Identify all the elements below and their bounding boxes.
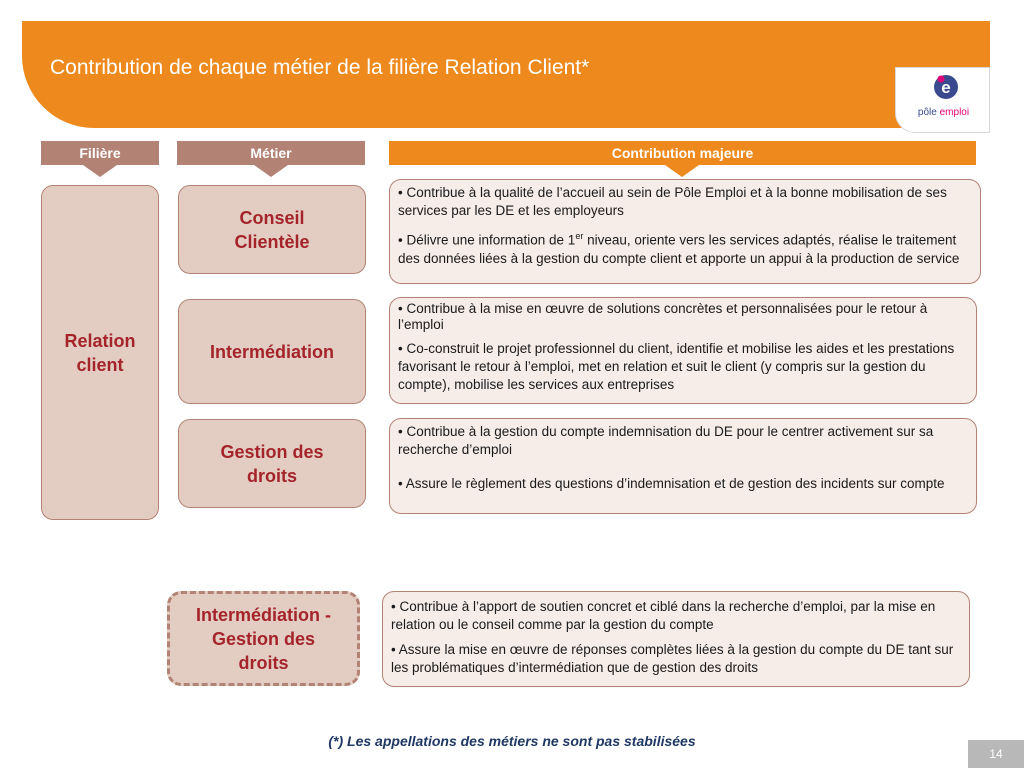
pole-emploi-logo [895, 67, 990, 133]
logo-word-emploi: emploi [939, 107, 970, 118]
column-header-filiere: Filière [41, 141, 159, 165]
contribution-bullet: • Assure la mise en œuvre de réponses complètes liées à la gestion du compte du DE tant sur les problématiques d’intermédiation que de gestion des droits [391, 642, 954, 675]
metier-label-line: Gestion des [211, 628, 315, 649]
page-number: 14 [968, 740, 1024, 768]
metier-box-conseil-clientele [178, 185, 366, 274]
down-arrow-icon [665, 165, 699, 177]
filiere-label-line: client [76, 354, 124, 375]
contribution-bullet: • Contribue à l’apport de soutien concret et ciblé dans la recherche d’emploi, par la mise en relation ou le conseil comme par la gestion du compte [391, 599, 936, 632]
contribution-box-conseil-clientele [389, 179, 981, 284]
metier-label-line: droits [246, 465, 297, 486]
filiere-box-relation-client [41, 185, 159, 520]
contribution-bullet: • Contribue à la mise en œuvre de solutions concrètes et personnalisées pour le retour à l’emploi [398, 301, 928, 332]
metier-box-intermediation [178, 299, 366, 404]
contribution-box-intermediation [389, 297, 977, 404]
page-title: Contribution de chaque métier de la filière Relation Client* [50, 56, 590, 79]
logo-mark-icon [896, 68, 991, 134]
logo-word-pole: pôle [917, 107, 937, 118]
metier-label-line: Gestion des [220, 441, 324, 462]
contribution-bullet: • Contribue à la qualité de l’accueil au sein de Pôle Emploi et à la bonne mobilisation de ses services par les DE et les employeurs [398, 185, 947, 218]
contribution-bullet: • Assure le règlement des questions d’indemnisation et de gestion des incidents sur compte [398, 476, 945, 491]
column-header-metier: Métier [177, 141, 365, 165]
bullet-text: • Délivre une information de 1 [398, 232, 576, 248]
column-header-contribution: Contribution majeure [389, 141, 976, 165]
logo-wordmark [896, 107, 991, 118]
contribution-bullet [398, 227, 972, 268]
metier-label-line: Clientèle [234, 231, 310, 252]
down-arrow-icon [83, 165, 117, 177]
down-arrow-icon [254, 165, 288, 177]
footnote: (*) Les appellations des métiers ne sont pas stabilisées [328, 733, 696, 749]
logo-letter: e [941, 78, 951, 97]
metier-label-line: droits [238, 652, 289, 673]
filiere-label-line: Relation [64, 330, 136, 351]
contribution-bullet: • Co-construit le projet professionnel du client, identifie et mobilise les aides et les prestations favorisant le retour à l’emploi, met en relation et suit le client (y compris sur la gestion du compte), mobilise les services aux entreprises [398, 341, 955, 392]
metier-label-line: Intermédiation [209, 341, 334, 362]
metier-box-gestion-droits [178, 419, 366, 508]
bullet-text: niveau, oriente vers les services adaptés, réalise le traitement des données liées à la gestion du compte client et apporte un appui à la production de service [398, 232, 960, 266]
ordinal-superscript: er [575, 231, 584, 241]
metier-box-intermediation-gestion-droits [167, 591, 360, 686]
contribution-box-gestion-droits [389, 418, 977, 514]
metier-label-line: Intermédiation - [195, 604, 331, 625]
contribution-bullet: • Contribue à la gestion du compte indemnisation du DE pour le centrer activement sur sa recherche d’emploi [398, 424, 934, 457]
metier-label-line: Conseil [239, 207, 305, 228]
contribution-box-intermediation-gestion-droits [382, 591, 970, 687]
